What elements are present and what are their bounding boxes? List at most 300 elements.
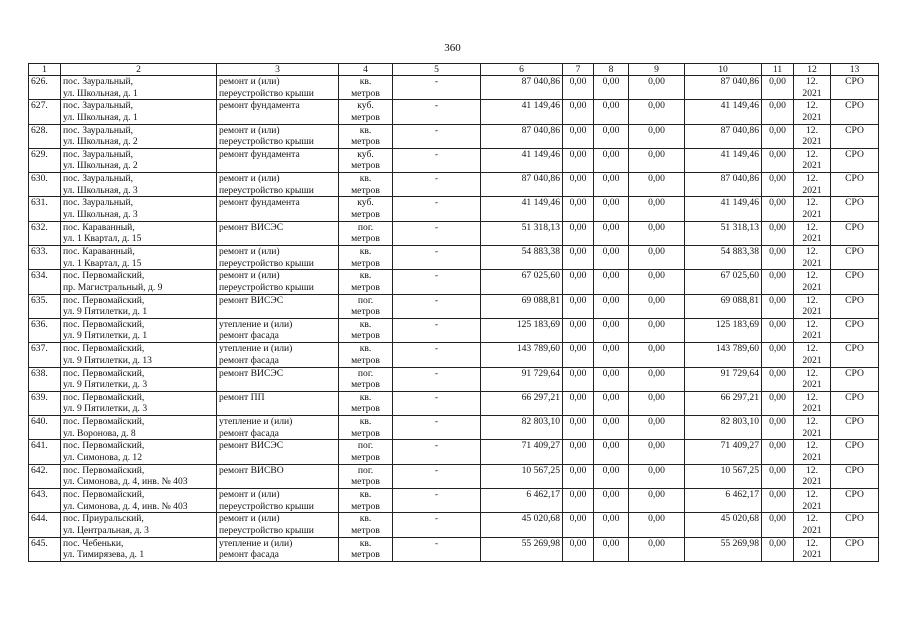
date-cell-line: 2021 [802, 379, 822, 391]
work-type-cell-line: ремонт ВИСЭС [219, 294, 284, 306]
fund-cell: 0,00 [762, 537, 794, 561]
table-row [29, 367, 879, 391]
cost-cell: 87 040,86 [481, 124, 563, 148]
organization-cell: СРО [831, 416, 879, 440]
row-number-cell: 641. [29, 440, 61, 464]
address-cell [61, 343, 217, 367]
cost-cell: 87 040,86 [481, 76, 563, 100]
row-number-cell: 630. [29, 173, 61, 197]
column-header: 2 [61, 64, 217, 76]
work-type-cell [217, 440, 339, 464]
table-row [29, 318, 879, 342]
date-cell-line: 2021 [802, 549, 822, 561]
fund-cell: 0,00 [563, 513, 594, 537]
row-number-cell: 626. [29, 76, 61, 100]
unit-cell [339, 440, 393, 464]
unit-cell [339, 100, 393, 124]
cost-cell: 41 149,46 [481, 100, 563, 124]
fund-cell: 0,00 [629, 100, 685, 124]
fund-cell: 0,00 [762, 318, 794, 342]
address-cell [61, 246, 217, 270]
date-cell-line: 12. [806, 173, 818, 185]
address-cell-line: ул. Школьная, д. 2 [63, 136, 138, 148]
work-type-cell-line: ремонт ВИСЭС [219, 221, 284, 233]
cost-cell: 125 183,69 [481, 318, 563, 342]
work-type-cell-line: переустройство крыши [219, 500, 314, 512]
fund-cell: 0,00 [594, 197, 629, 221]
date-cell [794, 76, 831, 100]
cost-cell: 66 297,21 [481, 391, 563, 415]
date-cell-line: 12. [806, 416, 818, 428]
table-row [29, 440, 879, 464]
date-cell [794, 440, 831, 464]
fund-cell: 0,00 [629, 124, 685, 148]
address-cell-line: ул. Воронова, д. 8 [63, 427, 136, 439]
unit-cell-line: кв. [359, 124, 372, 136]
cost-cell: 82 803,10 [481, 416, 563, 440]
unit-cell-line: метров [351, 233, 380, 245]
work-type-cell [217, 246, 339, 270]
work-type-cell [217, 148, 339, 172]
unit-cell-line: метров [351, 306, 380, 318]
fund-cell: 0,00 [563, 464, 594, 488]
unit-cell-line: метров [351, 379, 380, 391]
date-cell-line: 12. [806, 124, 818, 136]
address-cell-line: пос. Первомайский, [63, 367, 145, 379]
unit-cell [339, 416, 393, 440]
fund-cell: 0,00 [594, 318, 629, 342]
fund-cell: 0,00 [563, 124, 594, 148]
unit-cell-line: метров [351, 500, 380, 512]
fund-cell: 0,00 [594, 124, 629, 148]
fund-cell: 0,00 [762, 221, 794, 245]
address-cell [61, 148, 217, 172]
work-type-cell [217, 416, 339, 440]
total-cell: 143 789,60 [685, 343, 762, 367]
fund-cell: 0,00 [762, 270, 794, 294]
fund-cell: 0,00 [563, 416, 594, 440]
address-cell-line: ул. Школьная, д. 1 [63, 111, 138, 123]
work-type-cell [217, 318, 339, 342]
work-type-cell-line: ремонт и (или) [219, 270, 280, 282]
fund-cell: 0,00 [629, 513, 685, 537]
date-cell-line: 2021 [802, 354, 822, 366]
fund-cell: 0,00 [594, 489, 629, 513]
row-number-cell: 642. [29, 464, 61, 488]
date-cell-line: 12. [806, 391, 818, 403]
fund-cell: 0,00 [594, 221, 629, 245]
address-cell-line: ул. 9 Пятилетки, д. 3 [63, 403, 148, 415]
unit-cell-line: пог. [357, 294, 374, 306]
work-type-cell-line: переустройство крыши [219, 184, 314, 196]
address-cell-line: пос. Первомайский, [63, 464, 145, 476]
organization-cell: СРО [831, 124, 879, 148]
total-cell: 91 729,64 [685, 367, 762, 391]
volume-cell: - [393, 197, 481, 221]
fund-cell: 0,00 [762, 391, 794, 415]
unit-cell [339, 537, 393, 561]
cost-cell: 45 020,68 [481, 513, 563, 537]
total-cell: 87 040,86 [685, 76, 762, 100]
total-cell: 87 040,86 [685, 124, 762, 148]
organization-cell: СРО [831, 489, 879, 513]
fund-cell: 0,00 [629, 270, 685, 294]
fund-cell: 0,00 [629, 537, 685, 561]
organization-cell: СРО [831, 100, 879, 124]
fund-cell: 0,00 [594, 440, 629, 464]
fund-cell: 0,00 [594, 76, 629, 100]
column-header: 1 [29, 64, 61, 76]
table-row [29, 391, 879, 415]
unit-cell-line: метров [351, 451, 380, 463]
address-cell-line: ул. Школьная, д. 1 [63, 87, 138, 99]
date-cell [794, 367, 831, 391]
date-cell [794, 343, 831, 367]
total-cell: 45 020,68 [685, 513, 762, 537]
work-type-cell [217, 391, 339, 415]
organization-cell: СРО [831, 221, 879, 245]
fund-cell: 0,00 [629, 318, 685, 342]
address-cell-line: ул. 9 Пятилетки, д. 3 [63, 379, 148, 391]
date-cell-line: 2021 [802, 330, 822, 342]
volume-cell: - [393, 489, 481, 513]
cost-cell: 6 462,17 [481, 489, 563, 513]
total-cell: 41 149,46 [685, 197, 762, 221]
cost-cell: 91 729,64 [481, 367, 563, 391]
date-cell-line: 2021 [802, 233, 822, 245]
unit-cell-line: кв. [359, 318, 372, 330]
column-header: 8 [594, 64, 629, 76]
register-table [28, 63, 879, 562]
volume-cell: - [393, 100, 481, 124]
work-type-cell-line: переустройство крыши [219, 524, 314, 536]
address-cell [61, 367, 217, 391]
table-row [29, 124, 879, 148]
unit-cell [339, 148, 393, 172]
work-type-cell-line: утепление и (или) [219, 416, 293, 428]
date-cell [794, 124, 831, 148]
header-row [29, 64, 879, 76]
unit-cell-line: куб. [357, 100, 374, 112]
work-type-cell-line: ремонт фундамента [219, 148, 300, 160]
row-number-cell: 628. [29, 124, 61, 148]
address-cell-line: пос. Первомайский, [63, 489, 145, 501]
date-cell [794, 197, 831, 221]
work-type-cell [217, 124, 339, 148]
date-cell-line: 2021 [802, 184, 822, 196]
fund-cell: 0,00 [629, 246, 685, 270]
table-row [29, 489, 879, 513]
work-type-cell-line: ремонт фасада [219, 549, 279, 561]
fund-cell: 0,00 [563, 76, 594, 100]
work-type-cell-line: утепление и (или) [219, 343, 293, 355]
unit-cell [339, 246, 393, 270]
row-number-cell: 627. [29, 100, 61, 124]
fund-cell: 0,00 [629, 489, 685, 513]
work-type-cell-line: ремонт и (или) [219, 124, 280, 136]
date-cell-line: 12. [806, 246, 818, 258]
address-cell-line: ул. 9 Пятилетки, д. 1 [63, 306, 148, 318]
unit-cell-line: метров [351, 160, 380, 172]
fund-cell: 0,00 [762, 294, 794, 318]
unit-cell-line: метров [351, 87, 380, 99]
unit-cell-line: метров [351, 330, 380, 342]
volume-cell: - [393, 464, 481, 488]
organization-cell: СРО [831, 246, 879, 270]
date-cell [794, 173, 831, 197]
volume-cell: - [393, 440, 481, 464]
fund-cell: 0,00 [563, 537, 594, 561]
unit-cell-line: метров [351, 354, 380, 366]
address-cell-line: ул. Школьная, д. 3 [63, 208, 138, 220]
fund-cell: 0,00 [594, 464, 629, 488]
total-cell: 6 462,17 [685, 489, 762, 513]
unit-cell-line: кв. [359, 391, 372, 403]
date-cell [794, 537, 831, 561]
fund-cell: 0,00 [594, 537, 629, 561]
work-type-cell-line: ремонт ПП [219, 391, 265, 403]
row-number-cell: 638. [29, 367, 61, 391]
volume-cell: - [393, 513, 481, 537]
fund-cell: 0,00 [762, 173, 794, 197]
fund-cell: 0,00 [629, 76, 685, 100]
column-header: 5 [393, 64, 481, 76]
total-cell: 87 040,86 [685, 173, 762, 197]
unit-cell-line: кв. [359, 537, 372, 549]
total-cell: 51 318,13 [685, 221, 762, 245]
work-type-cell-line: переустройство крыши [219, 257, 314, 269]
fund-cell: 0,00 [762, 440, 794, 464]
volume-cell: - [393, 367, 481, 391]
fund-cell: 0,00 [563, 221, 594, 245]
cost-cell: 41 149,46 [481, 197, 563, 221]
fund-cell: 0,00 [563, 100, 594, 124]
cost-cell: 51 318,13 [481, 221, 563, 245]
unit-cell-line: кв. [359, 343, 372, 355]
address-cell-line: пос. Первомайский, [63, 318, 145, 330]
address-cell [61, 489, 217, 513]
work-type-cell-line: переустройство крыши [219, 87, 314, 99]
unit-cell-line: кв. [359, 489, 372, 501]
unit-cell-line: кв. [359, 246, 372, 258]
unit-cell-line: куб. [357, 148, 374, 160]
table-row [29, 148, 879, 172]
address-cell-line: ул. Школьная, д. 3 [63, 184, 138, 196]
fund-cell: 0,00 [563, 440, 594, 464]
fund-cell: 0,00 [762, 197, 794, 221]
table-row [29, 76, 879, 100]
date-cell-line: 12. [806, 197, 818, 209]
unit-cell-line: кв. [359, 513, 372, 525]
row-number-cell: 629. [29, 148, 61, 172]
fund-cell: 0,00 [762, 100, 794, 124]
total-cell: 55 269,98 [685, 537, 762, 561]
work-type-cell [217, 464, 339, 488]
volume-cell: - [393, 416, 481, 440]
date-cell [794, 246, 831, 270]
volume-cell: - [393, 76, 481, 100]
volume-cell: - [393, 537, 481, 561]
volume-cell: - [393, 318, 481, 342]
unit-cell [339, 464, 393, 488]
row-number-cell: 634. [29, 270, 61, 294]
fund-cell: 0,00 [629, 464, 685, 488]
work-type-cell-line: ремонт ВИСВО [219, 464, 284, 476]
address-cell-line: пос. Зауральный, [63, 173, 134, 185]
date-cell-line: 12. [806, 76, 818, 87]
address-cell [61, 318, 217, 342]
fund-cell: 0,00 [762, 124, 794, 148]
fund-cell: 0,00 [563, 246, 594, 270]
fund-cell: 0,00 [563, 173, 594, 197]
fund-cell: 0,00 [762, 489, 794, 513]
work-type-cell-line: ремонт ВИСЭС [219, 440, 284, 452]
fund-cell: 0,00 [594, 416, 629, 440]
unit-cell-line: метров [351, 257, 380, 269]
work-type-cell [217, 367, 339, 391]
fund-cell: 0,00 [594, 100, 629, 124]
address-cell-line: ул. Симонова, д. 4, инв. № 403 [63, 500, 188, 512]
unit-cell-line: метров [351, 403, 380, 415]
date-cell-line: 2021 [802, 476, 822, 488]
unit-cell-line: пог. [357, 367, 374, 379]
address-cell-line: ул. Симонова, д. 4, инв. № 403 [63, 476, 188, 488]
address-cell [61, 537, 217, 561]
address-cell [61, 221, 217, 245]
date-cell-line: 12. [806, 221, 818, 233]
total-cell: 66 297,21 [685, 391, 762, 415]
fund-cell: 0,00 [629, 391, 685, 415]
unit-cell [339, 76, 393, 100]
address-cell [61, 513, 217, 537]
fund-cell: 0,00 [629, 148, 685, 172]
total-cell: 71 409,27 [685, 440, 762, 464]
volume-cell: - [393, 221, 481, 245]
fund-cell: 0,00 [594, 148, 629, 172]
organization-cell: СРО [831, 294, 879, 318]
address-cell-line: пос. Первомайский, [63, 343, 145, 355]
work-type-cell [217, 537, 339, 561]
unit-cell [339, 489, 393, 513]
unit-cell [339, 513, 393, 537]
date-cell-line: 12. [806, 270, 818, 282]
fund-cell: 0,00 [762, 416, 794, 440]
row-number-cell: 632. [29, 221, 61, 245]
unit-cell-line: пог. [357, 464, 374, 476]
work-type-cell-line: ремонт ВИСЭС [219, 367, 284, 379]
column-header: 7 [563, 64, 594, 76]
address-cell-line: пос. Первомайский, [63, 440, 145, 452]
work-type-cell-line: переустройство крыши [219, 281, 314, 293]
work-type-cell [217, 100, 339, 124]
organization-cell: СРО [831, 318, 879, 342]
row-number-cell: 644. [29, 513, 61, 537]
fund-cell: 0,00 [563, 148, 594, 172]
row-number-cell: 633. [29, 246, 61, 270]
date-cell-line: 12. [806, 343, 818, 355]
organization-cell: СРО [831, 173, 879, 197]
fund-cell: 0,00 [594, 513, 629, 537]
fund-cell: 0,00 [629, 440, 685, 464]
work-type-cell [217, 294, 339, 318]
address-cell [61, 416, 217, 440]
work-type-cell-line: ремонт фундамента [219, 100, 300, 112]
row-number-cell: 635. [29, 294, 61, 318]
cost-cell: 143 789,60 [481, 343, 563, 367]
table-row [29, 416, 879, 440]
date-cell-line: 12. [806, 464, 818, 476]
row-number-cell: 637. [29, 343, 61, 367]
volume-cell: - [393, 148, 481, 172]
volume-cell: - [393, 270, 481, 294]
fund-cell: 0,00 [629, 221, 685, 245]
row-number-cell: 636. [29, 318, 61, 342]
address-cell-line: ул. Центральная, д. 3 [63, 524, 149, 536]
unit-cell-line: метров [351, 549, 380, 561]
unit-cell [339, 124, 393, 148]
unit-cell [339, 197, 393, 221]
work-type-cell-line: ремонт фасада [219, 427, 279, 439]
fund-cell: 0,00 [563, 294, 594, 318]
fund-cell: 0,00 [762, 464, 794, 488]
fund-cell: 0,00 [594, 367, 629, 391]
unit-cell-line: пог. [357, 221, 374, 233]
date-cell-line: 2021 [802, 500, 822, 512]
address-cell-line: пос. Приуральский, [63, 513, 144, 525]
date-cell [794, 391, 831, 415]
volume-cell: - [393, 246, 481, 270]
unit-cell-line: кв. [359, 76, 372, 87]
fund-cell: 0,00 [563, 391, 594, 415]
work-type-cell [217, 343, 339, 367]
work-type-cell-line: ремонт фасада [219, 354, 279, 366]
organization-cell: СРО [831, 76, 879, 100]
table-row [29, 294, 879, 318]
fund-cell: 0,00 [762, 76, 794, 100]
date-cell-line: 12. [806, 148, 818, 160]
total-cell: 10 567,25 [685, 464, 762, 488]
unit-cell-line: метров [351, 427, 380, 439]
date-cell-line: 2021 [802, 136, 822, 148]
row-number-cell: 631. [29, 197, 61, 221]
table-row [29, 270, 879, 294]
address-cell-line: пос. Зауральный, [63, 124, 134, 136]
cost-cell: 71 409,27 [481, 440, 563, 464]
work-type-cell-line: утепление и (или) [219, 537, 293, 549]
date-cell-line: 2021 [802, 281, 822, 293]
table-row [29, 537, 879, 561]
row-number-cell: 639. [29, 391, 61, 415]
address-cell-line: пос. Зауральный, [63, 197, 134, 209]
table-row [29, 197, 879, 221]
total-cell: 41 149,46 [685, 100, 762, 124]
organization-cell: СРО [831, 270, 879, 294]
organization-cell: СРО [831, 513, 879, 537]
organization-cell: СРО [831, 537, 879, 561]
column-header: 10 [685, 64, 762, 76]
work-type-cell-line: ремонт и (или) [219, 489, 280, 501]
organization-cell: СРО [831, 367, 879, 391]
address-cell [61, 197, 217, 221]
date-cell-line: 2021 [802, 306, 822, 318]
work-type-cell [217, 197, 339, 221]
total-cell: 82 803,10 [685, 416, 762, 440]
address-cell-line: пос. Первомайский, [63, 416, 145, 428]
address-cell [61, 100, 217, 124]
total-cell: 41 149,46 [685, 148, 762, 172]
row-number-cell: 640. [29, 416, 61, 440]
work-type-cell [217, 513, 339, 537]
